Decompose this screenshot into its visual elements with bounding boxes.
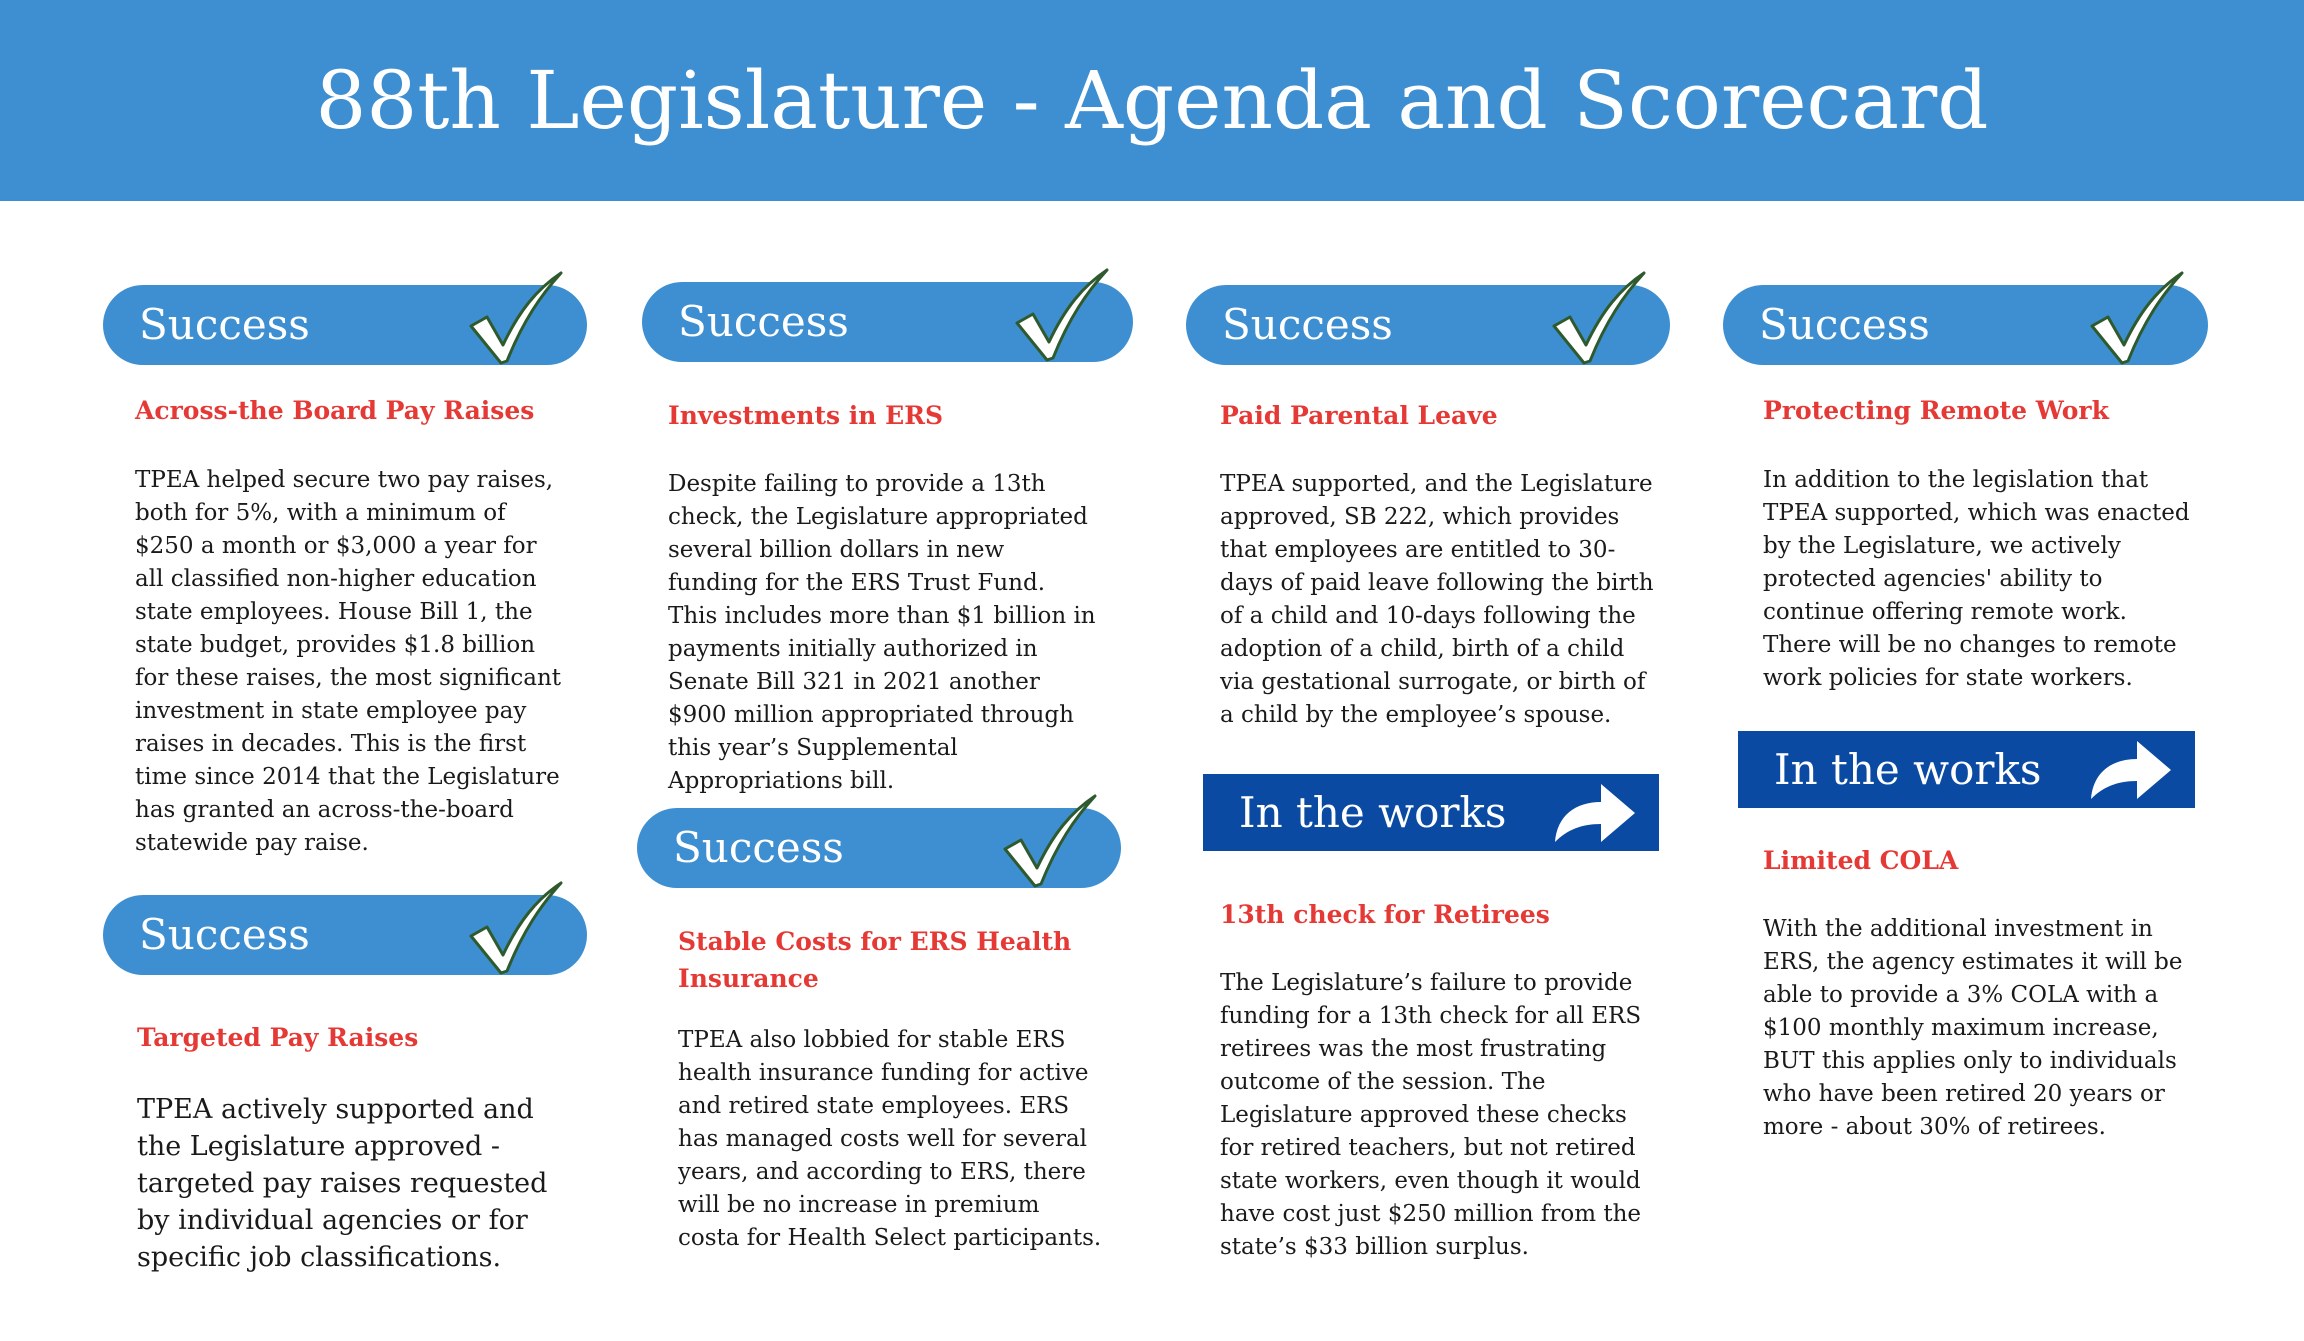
checkmark-icon — [467, 881, 563, 975]
in-the-works-label: In the works — [1239, 788, 1507, 837]
section-heading: Stable Costs for ERS Health Insurance — [678, 927, 1072, 993]
success-badge — [637, 808, 1121, 888]
in-the-works-label: In the works — [1774, 745, 2042, 794]
page-title: 88th Legislature - Agenda and Scorecard — [315, 54, 1989, 147]
success-badge — [1723, 285, 2208, 365]
section-body: TPEA also lobbied for stable ERS health insurance funding for active and retired state employees. ERS has managed costs well for several years, and according to ERS, there will be no increase in premium costa for Health Select participants. — [678, 1027, 1102, 1251]
section-body: With the additional investment in ERS, the agency estimates it will be able to provide a 3% COLA with a $100 monthly maximum increase, BUT this applies only to individuals who have been retired 20 years or more - about 30% of retirees. — [1763, 916, 2183, 1140]
section-body: TPEA supported, and the Legislature approved, SB 222, which provides that employees are entitled to 30-days of paid leave following the birth of a child and 10-days following the adoption of a child, birth of a child via gestational surrogate, or birth of a child by the employee’s spouse. — [1220, 471, 1654, 728]
success-badge — [642, 282, 1133, 362]
success-label: Success — [139, 910, 310, 959]
success-label: Success — [673, 823, 844, 872]
section-heading: Investments in ERS — [668, 401, 944, 430]
success-badge — [103, 895, 587, 975]
checkmark-icon — [467, 271, 563, 365]
section-body: Despite failing to provide a 13th check, the Legislature appropriated several billion dollars in new funding for the ERS Trust Fund. This includes more than $1 billion in payments initially authorized in Senate Bill 321 in 2021 another $900 million appropriated through this year’s Supplemental Appropriations bill. — [668, 471, 1096, 794]
section-heading: Limited COLA — [1763, 846, 1959, 875]
success-badge — [1186, 285, 1670, 365]
in-the-works-badge — [1738, 731, 2195, 808]
checkmark-icon — [1013, 268, 1109, 362]
success-label: Success — [139, 300, 310, 349]
success-badge — [103, 285, 587, 365]
section-body: TPEA actively supported and the Legislature approved - targeted pay raises requested by individual agencies or for specific job classifications. — [137, 1094, 548, 1273]
section-heading: Protecting Remote Work — [1763, 396, 2109, 425]
success-label: Success — [1759, 300, 1930, 349]
checkmark-icon — [1001, 794, 1097, 888]
success-label: Success — [678, 297, 849, 346]
section-body: In addition to the legislation that TPEA supported, which was enacted by the Legislature, we actively protected agencies' ability to continue offering remote work. There will be no changes to remote work policies for state workers. — [1763, 467, 2190, 691]
checkmark-icon — [2088, 271, 2184, 365]
curved-arrow-icon — [1551, 780, 1637, 846]
curved-arrow-icon — [2087, 737, 2173, 803]
in-the-works-badge — [1203, 774, 1659, 851]
section-body: TPEA helped secure two pay raises, both for 5%, with a minimum of $250 a month or $3,000 a year for all classified non-higher education state employees. House Bill 1, the state budget, provides $1.8 billion for these raises, the most significant investment in state employee pay raises in decades. This is the first time since 2014 that the Legislature has granted an across-the-board statewide pay raise. — [135, 467, 561, 856]
section-heading: Paid Parental Leave — [1220, 401, 1498, 430]
section-heading: 13th check for Retirees — [1220, 900, 1550, 929]
section-heading: Targeted Pay Raises — [137, 1023, 419, 1052]
success-label: Success — [1222, 300, 1393, 349]
checkmark-icon — [1550, 271, 1646, 365]
section-heading: Across-the Board Pay Raises — [135, 396, 535, 425]
section-body: The Legislature’s failure to provide funding for a 13th check for all ERS retirees was the most frustrating outcome of the session. The Legislature approved these checks for retired teachers, but not retired state workers, even though it would have cost just $250 million from the state’s $33 billion surplus. — [1220, 970, 1642, 1260]
